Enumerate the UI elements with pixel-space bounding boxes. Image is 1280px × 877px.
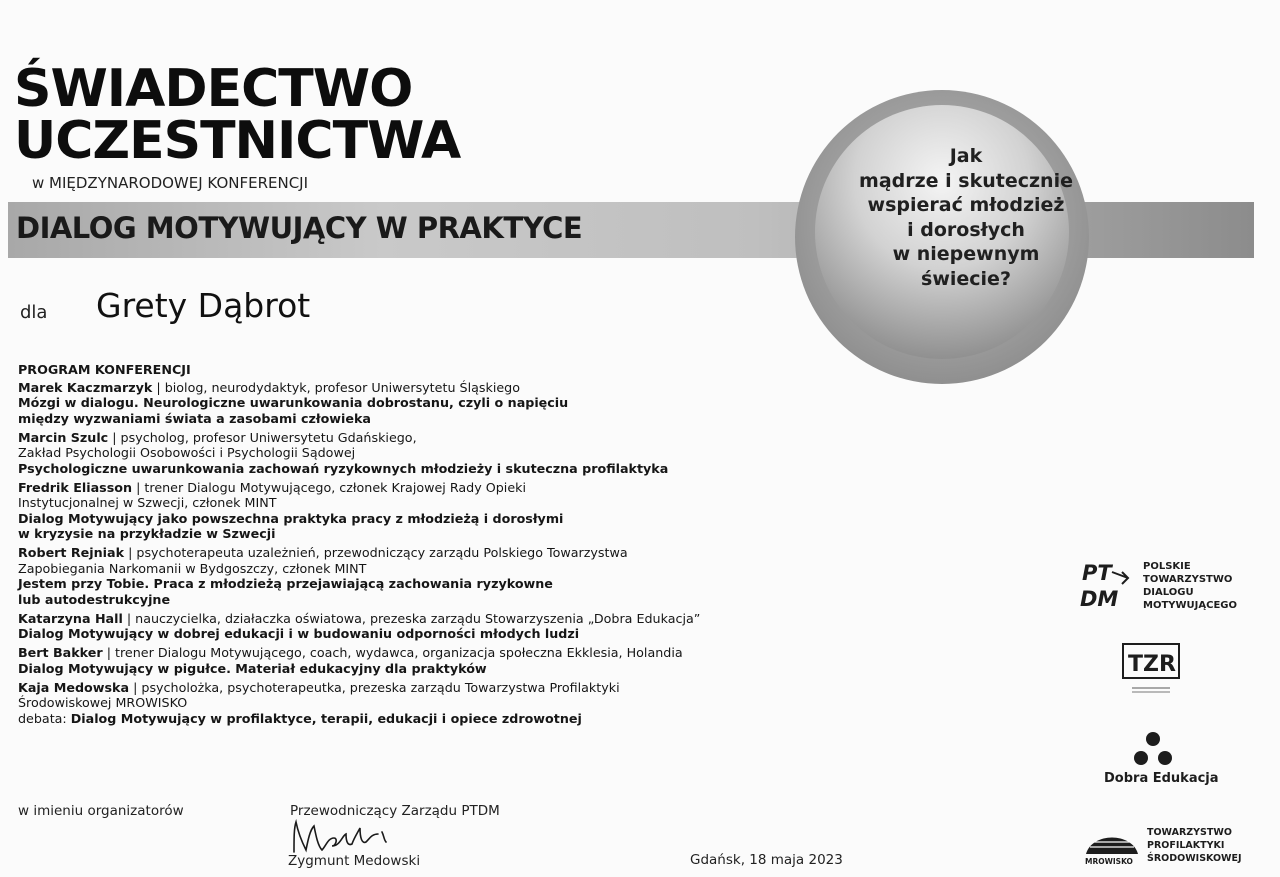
circle-line: mądrze i skutecznie <box>859 169 1073 192</box>
talk-title: Dialog Motywujący jako powszechna praktyka pracy z młodzieżą i dorosłymi <box>18 510 564 526</box>
program-entry <box>18 480 798 542</box>
speaker-name: Marek Kaczmarzyk <box>18 379 153 395</box>
recipient-prefix: dla <box>20 302 48 323</box>
speaker-role: | trener Dialogu Motywującego, członek Krajowej Rady Opieki <box>136 479 526 495</box>
svg-text:PT: PT <box>1082 561 1112 585</box>
debate-prefix: debata: <box>18 710 71 726</box>
program-entry <box>18 680 798 727</box>
circle-question <box>820 144 1112 291</box>
speaker-name: Fredrik Eliasson <box>18 479 133 495</box>
tps-logo-text: TOWARZYSTWO PROFILAKTYKI ŚRODOWISKOWEJ <box>1147 827 1242 864</box>
talk-title: Dialog Motywujący w profilaktyce, terapii, edukacji i opiece zdrowotnej <box>70 710 582 726</box>
mrowisko-logo-icon <box>1084 822 1140 856</box>
svg-text:DM: DM <box>1080 587 1119 610</box>
talk-title: Dialog Motywujący w dobrej edukacji i w budowaniu odporności młodych ludzi <box>18 626 580 641</box>
speaker-role: Zapobiegania Narkomanii w Bydgoszczy, członek MINT <box>18 560 367 576</box>
circle-line: w niepewnym <box>892 243 1040 265</box>
chair-name: Zygmunt Medowski <box>288 853 421 869</box>
certificate-title-line-2: UCZESTNICTWA <box>14 111 461 171</box>
program-header: PROGRAM KONFERENCJI <box>18 362 191 377</box>
speaker-name: Bert Bakker <box>18 645 103 660</box>
speaker-role: | nauczycielka, działaczka oświatowa, prezeska zarządu Stowarzyszenia „Dobra Edukacja” <box>126 610 701 626</box>
svg-text:TZR: TZR <box>1128 652 1176 677</box>
speaker-role: | psychoterapeuta uzależnień, przewodniczący zarządu Polskiego Towarzystwa <box>128 545 628 560</box>
speaker-name: Katarzyna Hall <box>18 610 123 626</box>
conference-program <box>18 362 798 730</box>
speaker-name: Marcin Szulc <box>18 429 109 445</box>
program-entry <box>18 545 798 607</box>
speaker-role: Instytucjonalnej w Szwecji, członek MINT <box>18 495 277 510</box>
program-entry <box>18 611 798 642</box>
dobra-edukacja-logo-icon <box>1131 730 1175 768</box>
ptdm-logo-text: POLSKIE TOWARZYSTWO DIALOGU MOTYWUJĄCEGO <box>1143 561 1238 611</box>
on-behalf-label: w imieniu organizatorów <box>18 803 184 819</box>
talk-title: Psychologiczne uwarunkowania zachowań ryzykownych młodzieży i skuteczna profilaktyka <box>18 460 669 476</box>
circle-line: świecie? <box>921 267 1011 290</box>
dobra-edukacja-logo-text: Dobra Edukacja <box>1104 771 1219 786</box>
talk-title: między wyzwaniami świata a zasobami człowieka <box>18 410 371 426</box>
tzr-logo-icon <box>1118 640 1184 702</box>
circle-line: wspierać młodzież <box>867 194 1065 216</box>
speaker-role: | psycholog, profesor Uniwersytetu Gdańskiego, <box>112 429 417 445</box>
speaker-role: | biolog, neurodydaktyk, profesor Uniwersytetu Śląskiego <box>156 379 520 395</box>
speaker-role: Zakład Psychologii Osobowości i Psychologii Sądowej <box>18 445 356 460</box>
program-entry <box>18 430 798 477</box>
talk-title: Mózgi w dialogu. Neurologiczne uwarunkowania dobrostanu, czyli o napięciu <box>18 395 569 410</box>
talk-title: w kryzysie na przykładzie w Szwecji <box>18 526 276 541</box>
mrowisko-label: MROWISKO <box>1085 857 1133 866</box>
speaker-name: Robert Rejniak <box>18 545 125 560</box>
conference-name: DIALOG MOTYWUJĄCY W PRAKTYCE <box>16 211 583 245</box>
talk-title: Dialog Motywujący w pigułce. Materiał edukacyjny dla praktyków <box>18 660 487 676</box>
chair-title: Przewodniczący Zarządu PTDM <box>290 803 500 819</box>
place-and-date: Gdańsk, 18 maja 2023 <box>690 852 843 868</box>
speaker-role: | psycholożka, psychoterapeutka, prezeska zarządu Towarzystwa Profilaktyki <box>133 679 620 695</box>
certificate-title-line-1: ŚWIADECTWO <box>14 59 413 119</box>
speaker-role: Środowiskowej MROWISKO <box>18 695 188 710</box>
program-entry <box>18 645 798 676</box>
conference-intro: w MIĘDZYNARODOWEJ KONFERENCJI <box>32 174 309 192</box>
speaker-role: | trener Dialogu Motywującego, coach, wydawca, organizacja społeczna Ekklesia, Holandia <box>106 645 683 660</box>
circle-line: Jak <box>949 145 983 167</box>
speaker-name: Kaja Medowska <box>18 679 130 695</box>
ptdm-logo-icon <box>1078 558 1134 610</box>
program-entry <box>18 380 798 427</box>
recipient-name: Grety Dąbrot <box>96 286 311 325</box>
talk-title: lub autodestrukcyjne <box>18 591 171 607</box>
talk-title: Jestem przy Tobie. Praca z młodzieżą przejawiającą zachowania ryzykowne <box>18 576 553 591</box>
circle-line: i dorosłych <box>907 218 1025 241</box>
signature-icon <box>288 816 408 858</box>
